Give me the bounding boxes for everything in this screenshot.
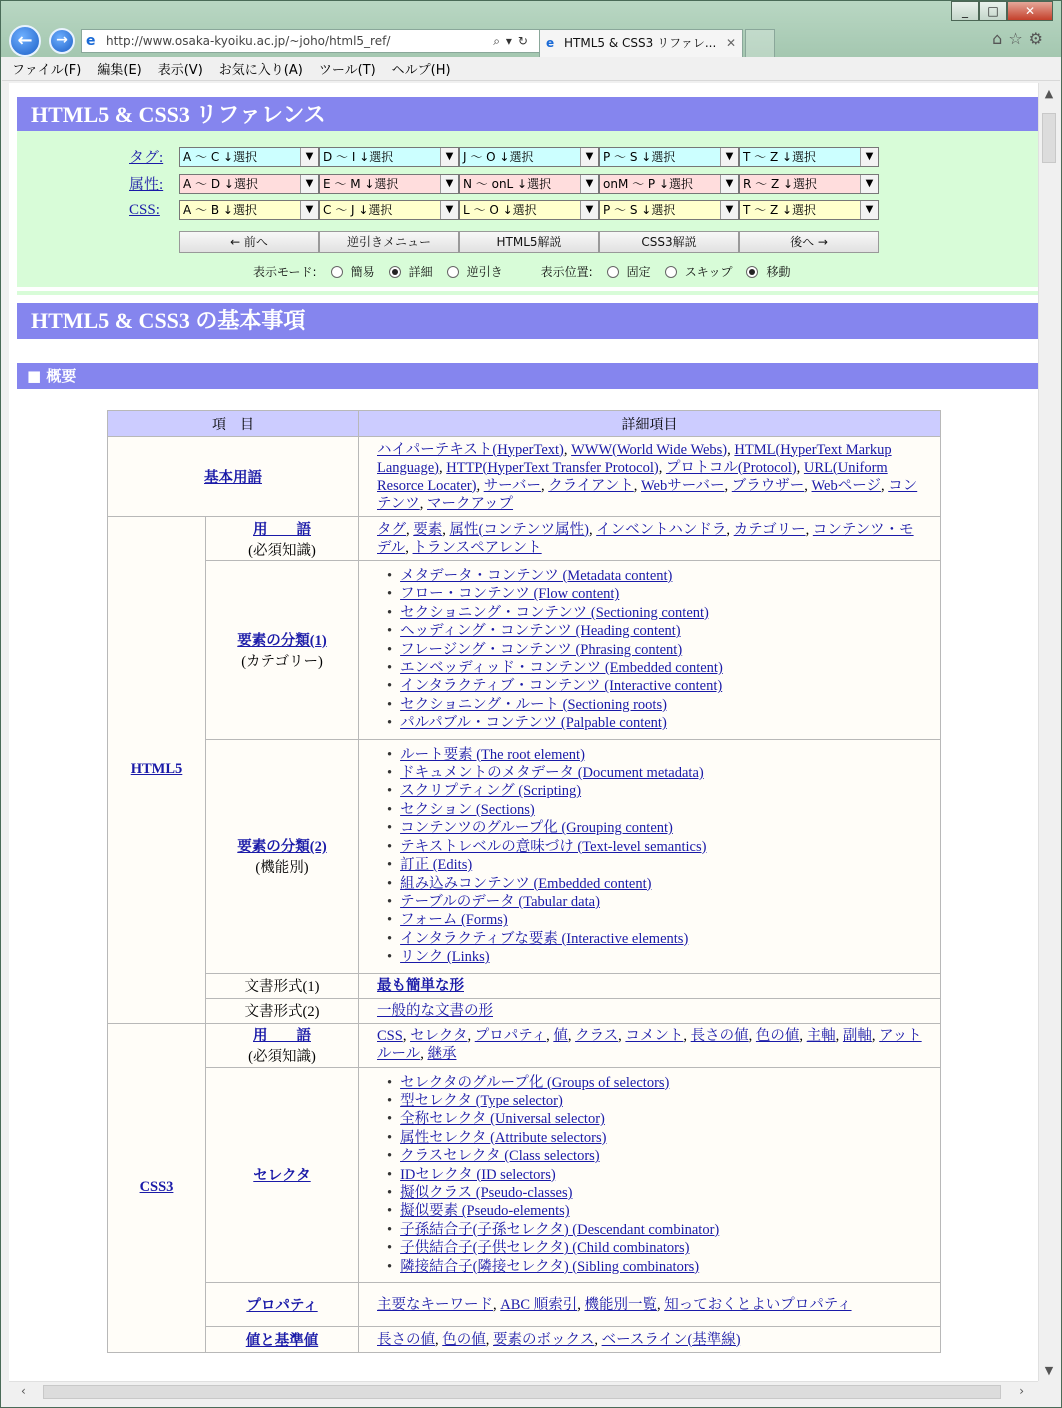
mode-detail-label: 詳細 <box>408 265 433 279</box>
list-item-link[interactable]: インタラクティブな要素 (Interactive elements) <box>400 930 689 947</box>
css-select-2[interactable]: C ～ J ↓選択 ▼ <box>319 200 459 220</box>
detail-link[interactable]: 継承 <box>427 1046 457 1063</box>
horizontal-scrollbar[interactable] <box>9 1381 1038 1401</box>
list-item <box>387 801 940 819</box>
list-item-link[interactable]: エンベッディッド・コンテンツ (Embedded content) <box>400 660 723 677</box>
vertical-scrollbar[interactable] <box>1038 83 1058 1381</box>
list-item <box>387 585 940 603</box>
list-item-link[interactable]: 全称セレクタ (Universal selector) <box>400 1111 605 1128</box>
menu-view[interactable]: 表示(V) <box>157 63 203 78</box>
attr-label[interactable]: 属性: <box>129 177 164 193</box>
position-fixed-radio[interactable] <box>607 266 619 278</box>
list-item-link[interactable]: 擬似クラス (Pseudo-classes) <box>400 1184 573 1201</box>
list-item-link[interactable]: 擬似要素 (Pseudo-elements) <box>400 1203 570 1220</box>
cat1-link[interactable]: 要素の分類(1) <box>237 632 327 649</box>
list-item <box>387 622 940 640</box>
toolbar-icons <box>992 29 1049 48</box>
basic-terms-link[interactable]: 基本用語 <box>204 470 262 486</box>
attr-select-5[interactable]: R ～ Z ↓選択 ▼ <box>739 174 879 194</box>
cat2-list <box>377 740 940 973</box>
list-item-link[interactable]: リンク (Links) <box>400 949 490 966</box>
detail-link[interactable]: URL(Uniform Resorce Locater) <box>377 459 888 494</box>
detail-link[interactable]: 値 <box>553 1028 568 1045</box>
tag-label[interactable]: タグ: <box>129 150 164 166</box>
header-item: 項 目 <box>108 411 359 437</box>
scroll-right-icon[interactable]: › <box>1019 1384 1024 1398</box>
detail-link[interactable]: 長さの値 <box>690 1028 749 1045</box>
list-item-link[interactable]: スクリプティング (Scripting) <box>400 783 582 800</box>
mode-simple-radio[interactable] <box>331 266 343 278</box>
css-select-1[interactable]: A ～ B ↓選択 ▼ <box>179 200 319 220</box>
detail-link[interactable]: アットルール <box>377 1028 922 1063</box>
list-item-link[interactable]: ドキュメントのメタデータ (Document metadata) <box>400 765 704 782</box>
detail-link[interactable]: 色の値 <box>442 1331 486 1348</box>
navigation-bar <box>9 23 1053 57</box>
table-row-property <box>108 1283 941 1327</box>
horizontal-scroll-thumb[interactable] <box>43 1385 1001 1399</box>
tab-title: HTML5 & CSS3 リファレ... <box>564 36 717 50</box>
detail-link[interactable]: ブラウザー <box>731 477 805 494</box>
list-item-link[interactable]: 子供結合子(子供セレクタ) (Child combinators) <box>400 1240 690 1257</box>
list-item-link[interactable]: 型セレクタ (Type selector) <box>400 1092 563 1109</box>
table-header-row <box>108 411 941 437</box>
cat2-link[interactable]: 要素の分類(2) <box>237 839 327 856</box>
position-fixed-label: 固定 <box>626 265 651 279</box>
list-item <box>387 782 940 800</box>
list-item-link[interactable]: 組み込みコンテンツ (Embedded content) <box>400 875 652 892</box>
tag-select-4[interactable]: P ～ S ↓選択 ▼ <box>599 147 739 167</box>
list-item-link[interactable]: テキストレベルの意味づけ (Text-level semantics) <box>400 838 707 855</box>
css-select-5[interactable]: T ～ Z ↓選択 ▼ <box>739 200 879 220</box>
list-item-link[interactable]: セクショニング・ルート (Sectioning roots) <box>400 696 667 713</box>
detail-link[interactable]: クラス <box>575 1028 619 1045</box>
list-item-link[interactable]: セレクタのグループ化 (Groups of selectors) <box>400 1074 670 1091</box>
list-item-link[interactable]: インタラクティブ・コンテンツ (Interactive content) <box>400 678 723 695</box>
list-item <box>387 838 940 856</box>
values-link[interactable]: 値と基準値 <box>245 1333 319 1349</box>
list-item-link[interactable]: メタデータ・コンテンツ (Metadata content) <box>400 568 673 584</box>
table-row-basic <box>108 437 941 517</box>
maximize-button[interactable]: □ <box>979 1 1007 21</box>
list-item <box>387 948 940 966</box>
vertical-scroll-thumb[interactable] <box>1042 113 1056 163</box>
detail-link[interactable]: 主要なキーワード <box>377 1296 493 1313</box>
list-item-link[interactable]: 子孫結合子(子孫セレクタ) (Descendant combinator) <box>400 1221 720 1238</box>
css3-terms-link[interactable]: 用 語 <box>253 1028 311 1045</box>
tag-select-2[interactable]: D ～ I ↓選択 ▼ <box>319 147 459 167</box>
detail-link[interactable]: ABC 順索引 <box>500 1296 578 1313</box>
css-select-3[interactable]: L ～ O ↓選択 ▼ <box>459 200 599 220</box>
position-label: 表示位置: <box>540 265 593 279</box>
scroll-left-icon[interactable]: ‹ <box>21 1384 26 1398</box>
section-title: HTML5 & CSS3 の基本事項 <box>17 303 1038 339</box>
tag-select-1[interactable]: A ～ C ↓選択 ▼ <box>179 147 319 167</box>
tab-close-icon[interactable]: ✕ <box>725 36 736 50</box>
table-row-html5-terms <box>108 517 941 561</box>
doc1-link[interactable]: 最も簡単な形 <box>377 977 464 994</box>
list-item <box>387 567 940 585</box>
prev-button[interactable]: ← 前へ <box>179 231 319 253</box>
position-move-label: 移動 <box>766 265 791 279</box>
table-row-css3-terms <box>108 1023 941 1067</box>
close-button[interactable]: ✕ <box>1007 1 1053 21</box>
detail-link[interactable]: コンテンツ <box>377 477 918 512</box>
menu-help[interactable]: ヘルプ(H) <box>391 63 451 78</box>
display-options <box>253 263 790 280</box>
css3-terms-note: (必須知識) <box>248 1049 316 1066</box>
detail-link[interactable]: 副軸 <box>842 1028 872 1045</box>
attr-select-2[interactable]: E ～ M ↓選択 ▼ <box>319 174 459 194</box>
tag-select-3[interactable]: J ～ O ↓選択 ▼ <box>459 147 599 167</box>
detail-link[interactable]: トランスペアレント <box>412 539 542 556</box>
menu-tools[interactable]: ツール(T) <box>318 63 376 78</box>
cat1-list <box>377 561 940 739</box>
detail-link[interactable]: 機能別一覧 <box>584 1296 657 1313</box>
detail-link[interactable]: HTTP(HyperText Transfer Protocol) <box>446 459 659 476</box>
detail-link[interactable]: 主軸 <box>806 1028 836 1045</box>
tab-ie-icon: e <box>546 36 555 50</box>
menu-favorites[interactable]: お気に入り(A) <box>218 63 303 78</box>
page-title: HTML5 & CSS3 リファレンス <box>17 95 1038 131</box>
css3-link[interactable]: CSS3 <box>139 1179 174 1196</box>
detail-link[interactable]: CSS <box>377 1028 403 1045</box>
menu-edit[interactable]: 編集(E) <box>97 63 142 78</box>
overview-table <box>107 410 941 1353</box>
list-item-link[interactable]: セクション (Sections) <box>400 801 535 818</box>
menu-file[interactable]: ファイル(F) <box>12 63 82 78</box>
detail-link[interactable]: コンテンツ・モデル <box>377 521 914 556</box>
list-item <box>387 1147 940 1165</box>
list-item <box>387 1074 940 1092</box>
ie-page-icon: e <box>86 33 96 49</box>
home-icon[interactable]: ⌂ <box>992 29 1009 48</box>
detail-link[interactable]: カテゴリー <box>733 521 806 538</box>
list-item-link[interactable]: フォーム (Forms) <box>400 912 508 929</box>
list-item-link[interactable]: パルパブル・コンテンツ (Palpable content) <box>400 715 667 732</box>
list-item <box>387 930 940 948</box>
detail-link[interactable]: サーバー <box>483 477 541 494</box>
html5-guide-button[interactable]: HTML5解説 <box>459 231 599 253</box>
tag-select-row <box>129 146 879 167</box>
list-item-link[interactable]: ヘッディング・コンテンツ (Heading content) <box>400 623 681 640</box>
forward-button[interactable]: → <box>49 28 75 54</box>
list-item <box>387 1110 940 1128</box>
list-item <box>387 641 940 659</box>
property-links: 主要なキーワード, ABC 順索引, 機能別一覧, 知っておくとよいプロパティ <box>359 1283 941 1327</box>
browser-tab[interactable] <box>539 29 743 57</box>
list-item <box>387 911 940 929</box>
position-skip-radio[interactable] <box>665 266 677 278</box>
detail-link[interactable]: 要素 <box>413 521 443 538</box>
list-item-link[interactable]: テーブルのデータ (Tabular data) <box>400 893 600 910</box>
nav-buttons <box>179 231 879 253</box>
list-item <box>387 819 940 837</box>
detail-link[interactable]: マークアップ <box>427 495 514 512</box>
list-item <box>387 677 940 695</box>
tag-select-5[interactable]: T ～ Z ↓選択 ▼ <box>739 147 879 167</box>
back-button[interactable]: ← <box>9 25 41 57</box>
position-skip-label: スキップ <box>684 265 733 279</box>
mode-detail-radio[interactable] <box>389 266 401 278</box>
gear-icon[interactable]: ⚙ <box>1028 29 1049 48</box>
list-item-link[interactable]: フロー・コンテンツ (Flow content) <box>400 586 620 603</box>
basic-terms-links: ハイパーテキスト(HyperText), WWW(World Wide Webs), HTML(HyperText Markup Language), HTTP(HyperText Transfer Protocol), プロトコル(Protocol), URL(Uniform Resorce Locater), サーバー, クライアント, Webサーバー, ブラウザー, Webページ, コンテンツ, マークアップ <box>359 437 941 517</box>
subsection-title: ■ 概要 <box>17 363 1038 389</box>
css3-guide-button[interactable]: CSS3解説 <box>599 231 739 253</box>
address-bar[interactable] <box>81 29 541 53</box>
table-row-selectors <box>108 1067 941 1282</box>
mode-label: 表示モード: <box>253 265 317 279</box>
detail-link[interactable]: タグ <box>377 521 406 538</box>
window-controls <box>951 1 1053 21</box>
html5-terms-link[interactable]: 用 語 <box>253 521 311 538</box>
list-item <box>387 659 940 677</box>
divider <box>17 291 1038 295</box>
css3-terms-links: CSS, セレクタ, プロパティ, 値, クラス, コメント, 長さの値, 色の値, 主軸, 副軸, アットルール, 継承 <box>359 1023 941 1067</box>
list-item <box>387 764 940 782</box>
list-item-link[interactable]: 隣接結合子(隣接セレクタ) (Sibling combinators) <box>400 1258 700 1275</box>
table-row-cat1 <box>108 561 941 740</box>
list-item <box>387 1221 940 1239</box>
list-item <box>387 1239 940 1257</box>
detail-link[interactable]: プロトコル(Protocol) <box>665 459 797 476</box>
list-item <box>387 1258 940 1276</box>
page-viewport <box>9 83 1038 1381</box>
table-row-cat2 <box>108 739 941 973</box>
list-item <box>387 1166 940 1184</box>
favorites-star-icon[interactable]: ☆ <box>1008 29 1029 48</box>
list-item <box>387 1092 940 1110</box>
list-item-link[interactable]: IDセレクタ (ID selectors) <box>400 1166 556 1183</box>
detail-link[interactable]: セレクタ <box>410 1028 468 1045</box>
list-item-link[interactable]: クラスセレクタ (Class selectors) <box>400 1148 600 1165</box>
list-item <box>387 875 940 893</box>
new-tab-button[interactable] <box>745 29 775 57</box>
detail-link[interactable]: WWW(World Wide Webs) <box>571 441 728 458</box>
attr-select-4[interactable]: onM ～ P ↓選択 ▼ <box>599 174 739 194</box>
detail-link[interactable]: ベースライン(基準線) <box>601 1331 741 1348</box>
mode-reverse-label: 逆引き <box>466 265 503 279</box>
list-item <box>387 746 940 764</box>
table-row-doc2 <box>108 998 941 1023</box>
header-detail: 詳細項目 <box>359 411 941 437</box>
list-item <box>387 714 940 732</box>
list-item-link[interactable]: ルート要素 (The root element) <box>400 746 585 763</box>
position-move-radio[interactable] <box>746 266 758 278</box>
css-select-4[interactable]: P ～ S ↓選択 ▼ <box>599 200 739 220</box>
html5-terms-note: (必須知識) <box>248 542 316 559</box>
cat2-note: (機能別) <box>255 860 309 877</box>
detail-link[interactable]: 知っておくとよいプロパティ <box>664 1296 852 1313</box>
css-label[interactable]: CSS: <box>129 201 160 218</box>
values-links: 長さの値, 色の値, 要素のボックス, ベースライン(基準線) <box>359 1327 941 1353</box>
attr-select-3[interactable]: N ～ onL ↓選択 ▼ <box>459 174 599 194</box>
detail-link[interactable]: Webサーバー <box>641 477 725 494</box>
list-item-link[interactable]: 属性セレクタ (Attribute selectors) <box>400 1129 607 1146</box>
list-item <box>387 1202 940 1220</box>
table-row-values <box>108 1327 941 1353</box>
list-item <box>387 1184 940 1202</box>
address-url: http://www.osaka-kyoiku.ac.jp/~joho/html5_ref/ <box>106 34 391 48</box>
list-item <box>387 604 940 622</box>
list-item-link[interactable]: コンテンツのグループ化 (Grouping content) <box>400 820 673 837</box>
selector-link[interactable]: セレクタ <box>253 1168 311 1185</box>
list-item <box>387 893 940 911</box>
list-item-link[interactable]: 訂正 (Edits) <box>400 857 473 874</box>
html5-terms-links: タグ, 要素, 属性(コンテンツ属性), インベントハンドラ, カテゴリー, コンテンツ・モデル, トランスペアレント <box>359 517 941 561</box>
detail-link[interactable]: Webページ <box>811 477 881 494</box>
detail-link[interactable]: 長さの値 <box>377 1331 435 1348</box>
doc2-label: 文書形式(2) <box>206 998 359 1023</box>
detail-link[interactable]: インベントハンドラ <box>596 521 727 538</box>
detail-link[interactable]: コメント <box>625 1028 684 1045</box>
attr-select-1[interactable]: A ～ D ↓選択 ▼ <box>179 174 319 194</box>
mode-reverse-radio[interactable] <box>447 266 459 278</box>
detail-link[interactable]: クライアント <box>548 477 634 494</box>
css-select-row <box>129 200 879 220</box>
detail-link[interactable]: ハイパーテキスト(HyperText) <box>377 441 564 458</box>
detail-link[interactable]: HTML(HyperText Markup Language) <box>377 441 892 476</box>
mode-simple-label: 簡易 <box>350 265 375 279</box>
minimize-button[interactable]: _ <box>951 1 979 21</box>
list-item-link[interactable]: フレージング・コンテンツ (Phrasing content) <box>400 641 683 658</box>
detail-link[interactable]: 色の値 <box>755 1028 800 1045</box>
address-tools[interactable]: ⌕▾↻ <box>493 34 534 48</box>
table-row-doc1 <box>108 973 941 998</box>
list-item <box>387 1129 940 1147</box>
property-link[interactable]: プロパティ <box>246 1298 318 1314</box>
list-item <box>387 696 940 714</box>
attr-select-row <box>129 173 879 194</box>
cat1-note: (カテゴリー) <box>241 653 323 670</box>
list-item-link[interactable]: セクショニング・コンテンツ (Sectioning content) <box>400 604 709 621</box>
html5-link[interactable]: HTML5 <box>130 761 183 778</box>
selector-list <box>377 1068 940 1282</box>
detail-link[interactable]: プロパティ <box>474 1028 547 1045</box>
doc1-label: 文書形式(1) <box>206 973 359 998</box>
next-button[interactable]: 後へ → <box>739 231 879 253</box>
scroll-down-icon[interactable]: ▼ <box>1044 1364 1054 1377</box>
reverse-menu-button[interactable]: 逆引きメニュー <box>319 231 459 253</box>
doc2-link[interactable]: 一般的な文書の形 <box>377 1002 493 1019</box>
list-item <box>387 856 940 874</box>
scroll-up-icon[interactable]: ▲ <box>1044 87 1054 100</box>
menu-bar <box>2 57 1060 81</box>
detail-link[interactable]: 要素のボックス <box>493 1331 595 1348</box>
detail-link[interactable]: 属性(コンテンツ属性) <box>449 521 589 538</box>
